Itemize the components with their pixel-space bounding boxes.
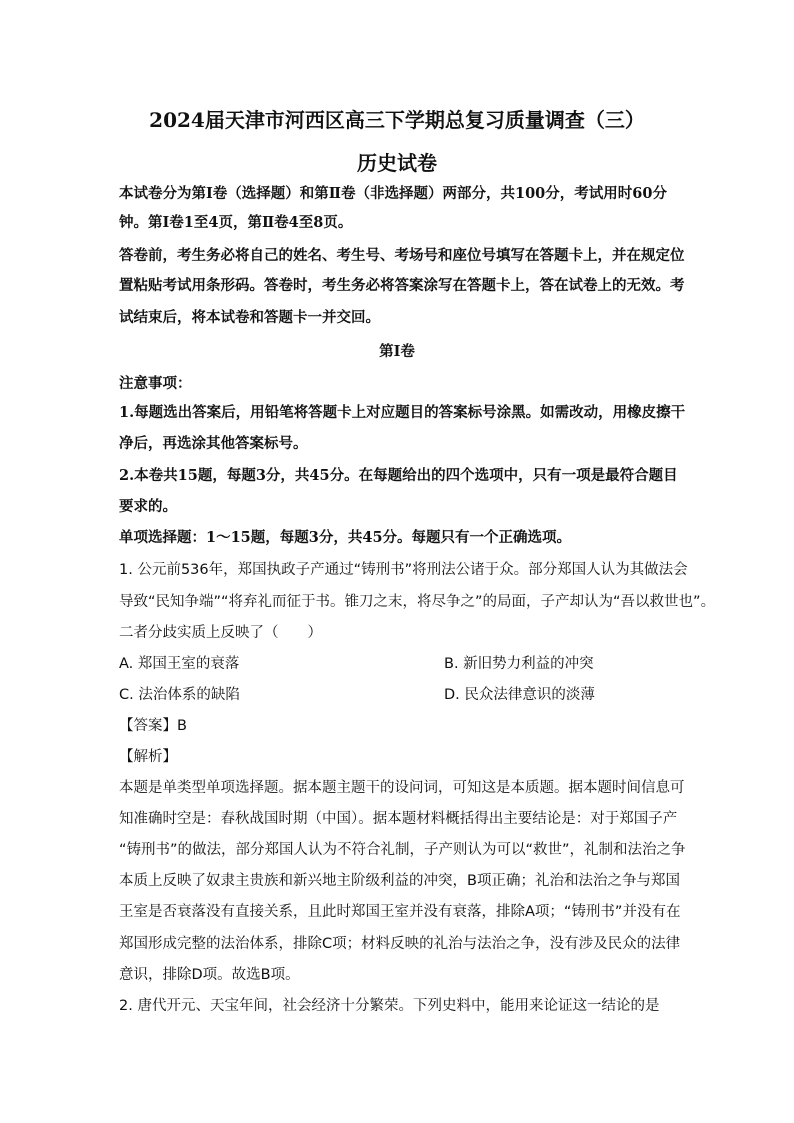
exam-subtitle: 历史试卷 bbox=[357, 151, 437, 175]
intro-line: 钟。第Ⅰ卷1至4页，第Ⅱ卷4至8页。 bbox=[119, 214, 353, 231]
notice-heading: 注意事项： bbox=[119, 375, 192, 392]
intro-line: 试结束后，将本试卷和答题卡一并交回。 bbox=[119, 309, 380, 326]
analysis-line: 意识，排除D项。故选B项。 bbox=[119, 967, 300, 983]
analysis-line: 本题是单类型单项选择题。据本题主题干的设问词，可知这是本质题。据本题时间信息可 bbox=[119, 780, 685, 796]
analysis-line: 郑国形成完整的法治体系，排除C项；材料反映的礼治与法治之争，没有涉及民众的法律 bbox=[119, 936, 681, 952]
notice-line: 要求的。 bbox=[119, 498, 177, 515]
option-d: D. 民众法律意识的淡薄 bbox=[444, 687, 595, 703]
intro-line: 本试卷分为第Ⅰ卷（选择题）和第Ⅱ卷（非选择题）两部分，共100分，考试用时60分 bbox=[119, 185, 667, 202]
single-choice-instruction: 单项选择题：1～15题，每题3分，共45分。每题只有一个正确选项。 bbox=[119, 529, 572, 546]
intro-line: 置粘贴考试用条形码。答卷时，考生务必将答案涂写在答题卡上，答在试卷上的无效。考 bbox=[119, 277, 685, 294]
question-stem: 2. 唐代开元、天宝年间，社会经济十分繁荣。下列史料中，能用来论证这一结论的是 bbox=[119, 998, 660, 1014]
analysis-line: “铸刑书”的做法，部分郑国人认为不符合礼制，子产则认为可以“救世”，礼制和法治之争 bbox=[119, 842, 686, 858]
section-heading: 第Ⅰ卷 bbox=[379, 343, 415, 360]
option-c: C. 法治体系的缺陷 bbox=[119, 687, 240, 703]
answer-line: 【答案】B bbox=[119, 718, 187, 734]
question-stem: 1. 公元前536年，郑国执政子产通过“铸刑书”将刑法公诸于众。部分郑国人认为其做法会 bbox=[119, 562, 688, 578]
option-a: A. 郑国王室的衰落 bbox=[119, 656, 240, 672]
notice-line: 净后，再选涂其他答案标号。 bbox=[119, 435, 308, 452]
option-b: B. 新旧势力利益的冲突 bbox=[444, 656, 594, 672]
analysis-line: 王室是否衰落没有直接关系，且此时郑国王室并没有衰落，排除A项；“铸刑书”并没有在 bbox=[119, 904, 681, 920]
analysis-heading: 【解析】 bbox=[119, 749, 177, 765]
question-stem: 导致“民知争端”“将弃礼而征于书。锥刀之末，将尽争之”的局面，子产却认为“吾以救世也”。 bbox=[119, 594, 716, 610]
notice-line: 2.本卷共15题，每题3分，共45分。在每题给出的四个选项中，只有一项是最符合题目 bbox=[119, 467, 678, 484]
analysis-line: 知准确时空是：春秋战国时期（中国）。据本题材料概括得出主要结论是：对于郑国子产 bbox=[119, 811, 678, 827]
analysis-line: 本质上反映了奴隶主贵族和新兴地主阶级利益的冲突，B项正确；礼治和法治之争与郑国 bbox=[119, 873, 680, 889]
exam-title: 2024届天津市河西区高三下学期总复习质量调查（三） bbox=[149, 108, 645, 132]
notice-line: 1.每题选出答案后，用铅笔将答题卡上对应题目的答案标号涂黑。如需改动，用橡皮擦干 bbox=[119, 404, 686, 421]
question-stem: 二者分歧实质上反映了（ ） bbox=[119, 625, 322, 641]
intro-line: 答卷前，考生务必将自己的姓名、考生号、考场号和座位号填写在答题卡上，并在规定位 bbox=[119, 247, 685, 264]
